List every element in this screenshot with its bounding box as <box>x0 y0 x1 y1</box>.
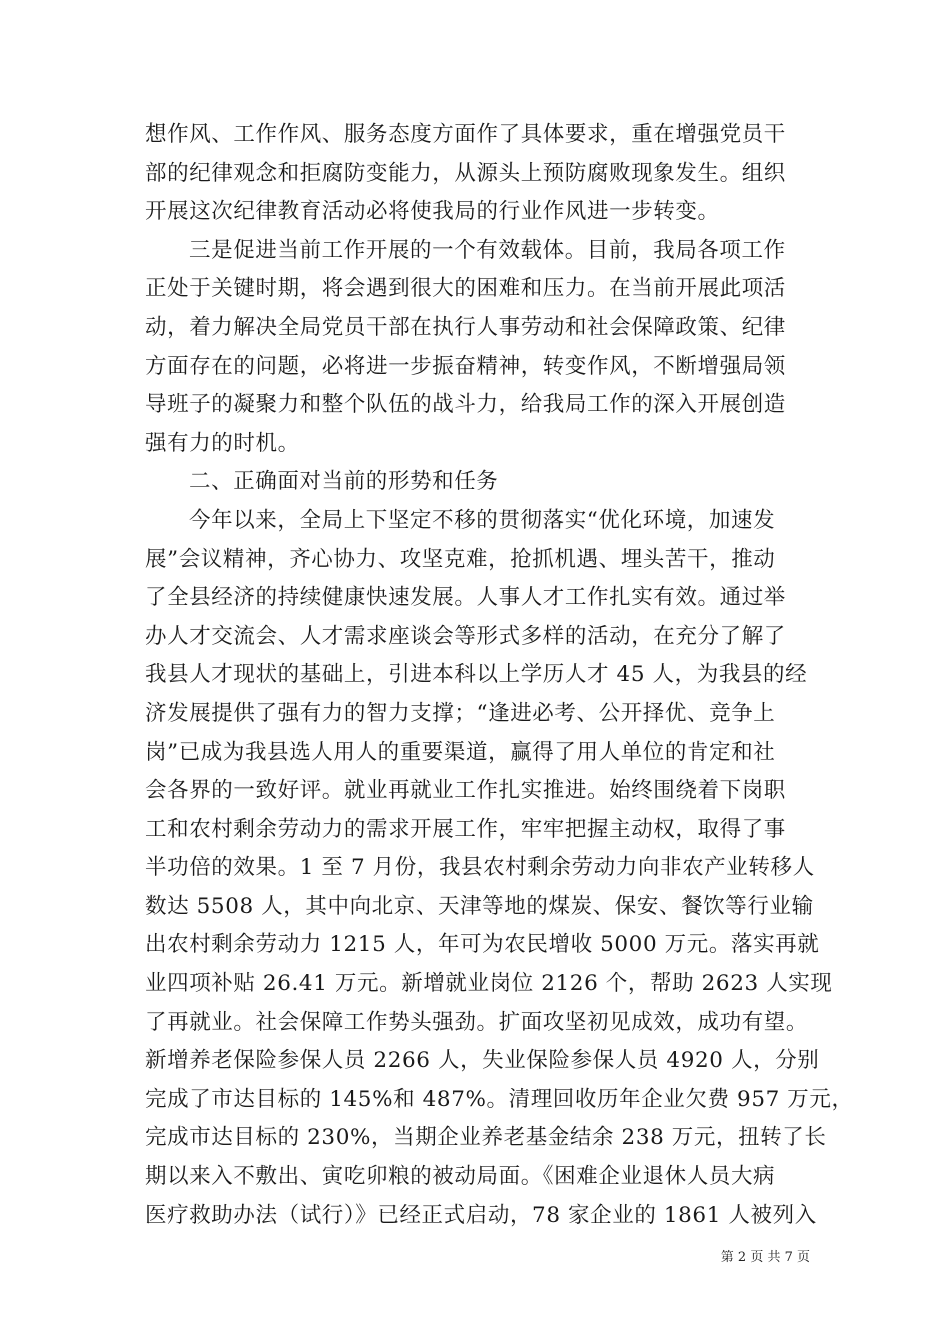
text-line: 了全县经济的持续健康快速发展。人事人才工作扎实有效。通过举 <box>145 585 786 611</box>
text-line: 办人才交流会、人才需求座谈会等形式多样的活动，在充分了解了 <box>145 623 786 649</box>
text-line: 强有力的时机。 <box>145 430 300 456</box>
text-line: 我县人才现状的基础上，引进本科以上学历人才 45 人，为我县的经 <box>145 662 808 688</box>
text-line: 新增养老保险参保人员 2266 人，失业保险参保人员 4920 人，分别 <box>145 1048 820 1074</box>
text-line: 期以来入不敷出、寅吃卯粮的被动局面。《困难企业退休人员大病 <box>145 1164 776 1190</box>
text-line: 展”会议精神，齐心协力、攻坚克难，抢抓机遇、埋头苦干，推动 <box>145 546 776 572</box>
text-line: 开展这次纪律教育活动必将使我局的行业作风进一步转变。 <box>145 199 720 225</box>
text-line: 完成市达目标的 230%，当期企业养老基金结余 238 万元，扭转了长 <box>145 1125 827 1151</box>
text-line: 医疗救助办法（试行）》已经正式启动，78 家企业的 1861 人被列入 <box>145 1202 817 1228</box>
text-line: 想作风、工作作风、服务态度方面作了具体要求，重在增强党员干 <box>145 122 786 147</box>
text-line: 导班子的凝聚力和整个队伍的战斗力，给我局工作的深入开展创造 <box>145 392 786 418</box>
text-line: 三是促进当前工作开展的一个有效载体。目前，我局各项工作 <box>189 237 786 263</box>
text-line: 业四项补贴 26.41 万元。新增就业岗位 2126 个，帮助 2623 人实现 <box>145 971 833 997</box>
text-line: 岗”已成为我县选人用人的重要渠道，赢得了用人单位的肯定和社 <box>145 739 776 765</box>
text-line: 了再就业。社会保障工作势头强劲。扩面攻坚初见成效，成功有望。 <box>145 1009 809 1035</box>
text-line: 会各界的一致好评。就业再就业工作扎实推进。始终围绕着下岗职 <box>145 778 786 804</box>
text-line: 正处于关键时期，将会遇到很大的困难和压力。在当前开展此项活 <box>145 276 786 302</box>
document-body <box>145 116 854 1235</box>
text-line: 数达 5508 人，其中向北京、天津等地的煤炭、保安、餐饮等行业输 <box>145 893 814 919</box>
text-line: 方面存在的问题，必将进一步振奋精神，转变作风，不断增强局领 <box>145 353 786 379</box>
text-line: 济发展提供了强有力的智力支撑；“逢进必考、公开择优、竞争上 <box>145 700 776 726</box>
text-line: 部的纪律观念和拒腐防变能力，从源头上预防腐败现象发生。组织 <box>145 160 786 186</box>
text-line: 完成了市达目标的 145%和 487%。清理回收历年企业欠费 957 万元， <box>145 1086 854 1112</box>
section-heading: 二、正确面对当前的形势和任务 <box>189 469 499 495</box>
text-line: 动，着力解决全局党员干部在执行人事劳动和社会保障政策、纪律 <box>145 314 786 340</box>
text-line: 工和农村剩余劳动力的需求开展工作，牢牢把握主动权，取得了事 <box>145 816 786 842</box>
text-line: 出农村剩余劳动力 1215 人，年可为农民增收 5000 万元。落实再就 <box>145 932 820 958</box>
text-line: 半功倍的效果。1 至 7 月份，我县农村剩余劳动力向非农产业转移人 <box>145 855 815 881</box>
page-number: 第 2 页 共 7 页 <box>720 1250 810 1265</box>
text-line: 今年以来，全局上下坚定不移的贯彻落实“优化环境，加速发 <box>189 507 776 533</box>
